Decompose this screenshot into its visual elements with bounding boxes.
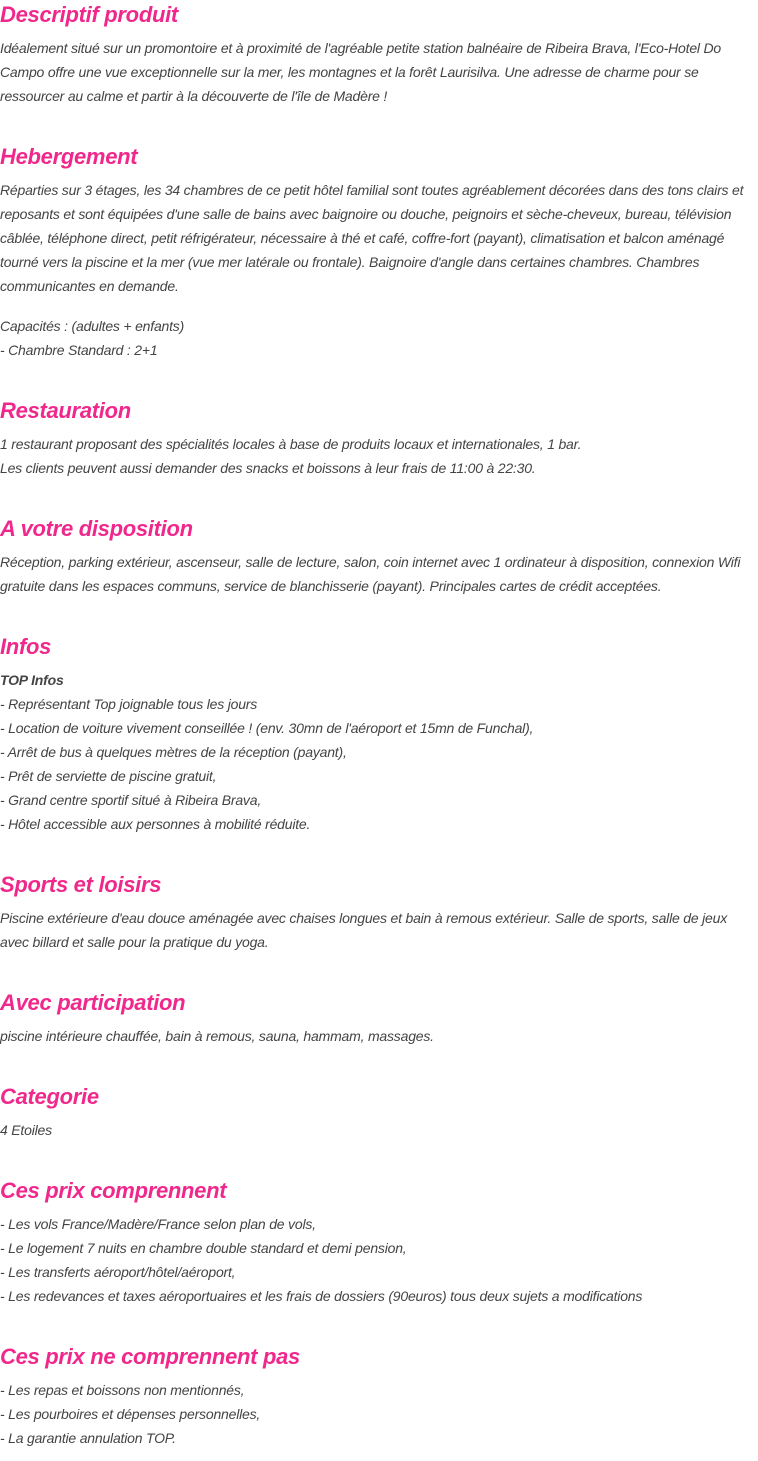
list-item: - Le logement 7 nuits en chambre double standard et demi pension, (0, 1240, 407, 1256)
list-item: - La garantie annulation TOP. (0, 1430, 176, 1446)
section-title: Hebergement (0, 144, 138, 169)
section-a-votre-disposition (0, 514, 758, 598)
list-item: - Grand centre sportif situé à Ribeira Brava, (0, 792, 262, 808)
capacities-block (0, 314, 758, 362)
section-categorie (0, 1082, 758, 1142)
category-value: 4 Etoiles (0, 1122, 52, 1138)
section-title: Categorie (0, 1084, 99, 1109)
list-item: Les clients peuvent aussi demander des snacks et boissons à leur frais de 11:00 à 22:30. (0, 460, 536, 476)
spacer (0, 598, 758, 632)
excluded-list (0, 1378, 758, 1450)
list-item: 1 restaurant proposant des spécialités locales à base de produits locaux et internationales, 1 bar. (0, 436, 582, 452)
section-title: Ces prix ne comprennent pas (0, 1344, 300, 1369)
section-title: Avec participation (0, 990, 186, 1015)
list-item: - Prêt de serviette de piscine gratuit, (0, 768, 217, 784)
section-prix-ne-comprennent-pas (0, 1342, 758, 1450)
section-infos (0, 632, 758, 836)
list-item: - Représentant Top joignable tous les jours (0, 696, 258, 712)
section-title: Restauration (0, 398, 131, 423)
spacer (0, 1048, 758, 1082)
section-title: Infos (0, 634, 52, 659)
list-item: - Arrêt de bus à quelques mètres de la réception (payant), (0, 744, 347, 760)
list-item: - Les transferts aéroport/hôtel/aéroport, (0, 1264, 236, 1280)
spacer (0, 108, 758, 142)
section-paragraph: Réparties sur 3 étages, les 34 chambres de ce petit hôtel familial sont toutes agréablement décorées dans des tons clairs et reposants et sont équipées d'une salle de bains avec baignoire ou douche, peignoirs et sèche-cheveux, bureau, télévision câblée, téléphone direct, petit réfrigérateur, nécessaire à thé et café, coffre-fort (payant), climatisation et balcon aménagé tourné vers la piscine et la mer (vue mer latérale ou frontale). Baignoire d'angle dans certaines chambres. Chambres communicantes en demande. (0, 182, 744, 294)
spacer (0, 836, 758, 870)
section-prix-comprennent (0, 1176, 758, 1308)
section-title: A votre disposition (0, 516, 193, 541)
list-item: - Les redevances et taxes aéroportuaires et les frais de dossiers (90euros) tous deux sujets a modifications (0, 1288, 643, 1304)
infos-subtitle: TOP Infos (0, 672, 64, 688)
section-paragraph: piscine intérieure chauffée, bain à remous, sauna, hammam, massages. (0, 1028, 434, 1044)
infos-list (0, 668, 758, 836)
section-paragraph (0, 432, 758, 480)
section-paragraph: Réception, parking extérieur, ascenseur, salle de lecture, salon, coin internet avec 1 ordinateur à disposition, connexion Wifi gratuite dans les espaces communs, service de blanchisserie (payant). Principales cartes de crédit acceptées. (0, 554, 741, 594)
capacity-item: - Chambre Standard : 2+1 (0, 342, 158, 358)
section-paragraph: Idéalement situé sur un promontoire et à proximité de l'agréable petite station balnéaire de Ribeira Brava, l'Eco-Hotel Do Campo offre une vue exceptionnelle sur la mer, les montagnes et la forêt Laurisilva. Une adresse de charme pour se ressourcer au calme et partir à la découverte de l'île de Madère ! (0, 40, 722, 104)
included-list (0, 1212, 758, 1308)
section-hebergement (0, 142, 758, 362)
section-sports-et-loisirs (0, 870, 758, 954)
list-item: - Hôtel accessible aux personnes à mobilité réduite. (0, 816, 311, 832)
list-item: - Location de voiture vivement conseillée ! (env. 30mn de l'aéroport et 15mn de Funchal), (0, 720, 534, 736)
section-title: Ces prix comprennent (0, 1178, 227, 1203)
list-item: - Les pourboires et dépenses personnelles, (0, 1406, 261, 1422)
section-descriptif-produit (0, 0, 758, 108)
section-paragraph: Piscine extérieure d'eau douce aménagée avec chaises longues et bain à remous extérieur. Salle de sports, salle de jeux avec billard et salle pour la pratique du yoga. (0, 910, 728, 950)
spacer (0, 480, 758, 514)
section-title: Sports et loisirs (0, 872, 162, 897)
section-restauration (0, 396, 758, 480)
list-item: - Les repas et boissons non mentionnés, (0, 1382, 245, 1398)
spacer (0, 954, 758, 988)
section-avec-participation (0, 988, 758, 1048)
section-title: Descriptif produit (0, 2, 178, 27)
spacer (0, 362, 758, 396)
spacer (0, 1308, 758, 1342)
capacities-label: Capacités : (adultes + enfants) (0, 318, 185, 334)
spacer (0, 1142, 758, 1176)
list-item: - Les vols France/Madère/France selon plan de vols, (0, 1216, 316, 1232)
